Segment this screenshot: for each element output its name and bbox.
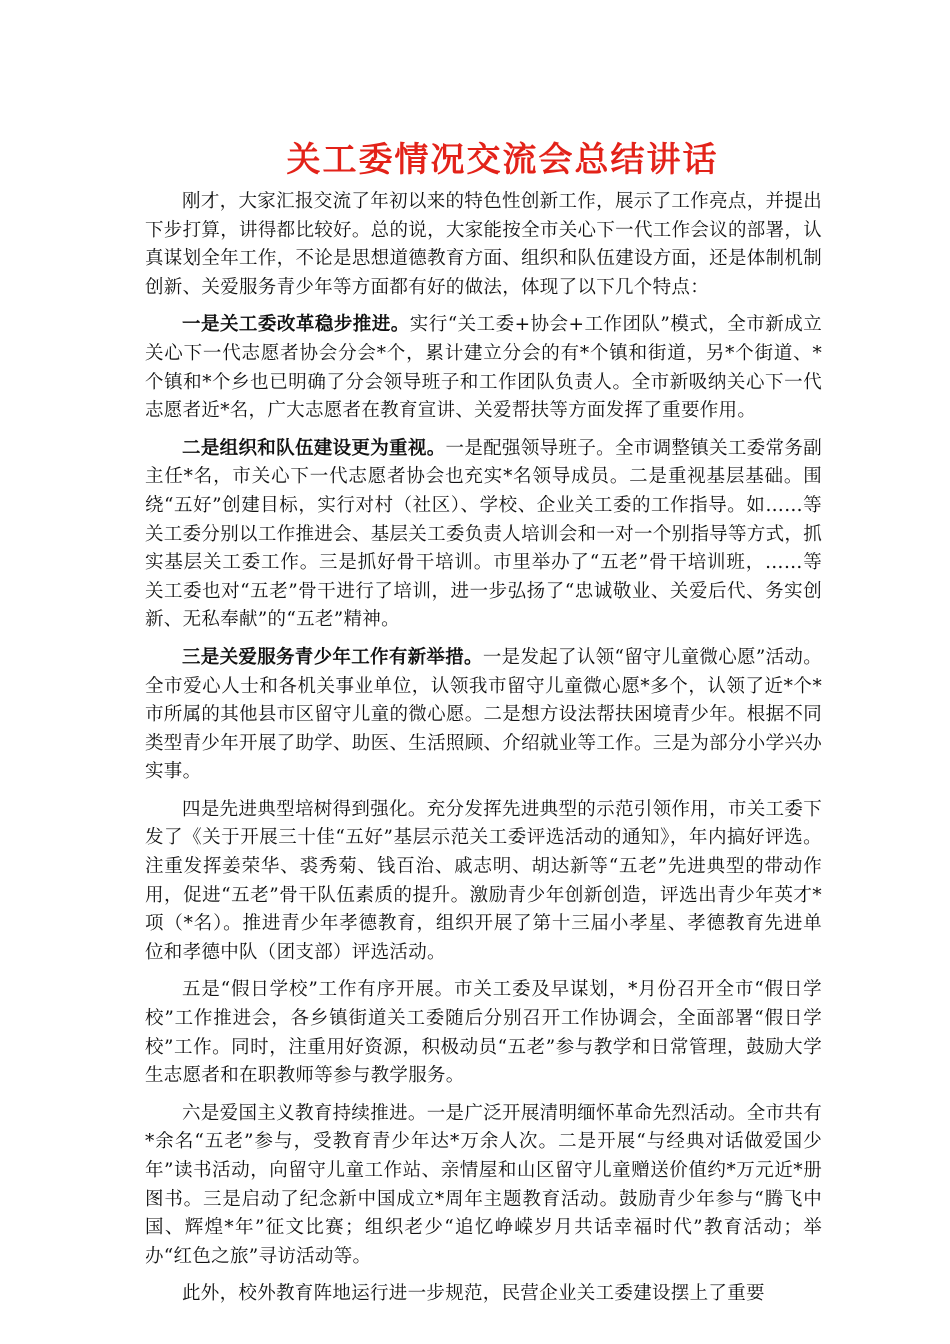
paragraph-lead: 二是组织和队伍建设更为重视。	[182, 437, 446, 459]
paragraph-patriotism	[145, 1100, 822, 1272]
paragraph-intro	[145, 188, 822, 302]
document-title: 关工委情况交流会总结讲话	[286, 140, 719, 180]
document-body	[145, 188, 822, 1318]
paragraph-youth-service	[145, 644, 822, 787]
paragraph-holiday-school	[145, 976, 822, 1090]
paragraph-text: 一是发起了认领“留守儿童微心愿”活动。全市爱心人士和各机关事业单位，认领我市留守儿童微心愿*多个，认领了近*个*市所属的其他县市区留守儿童的微心愿。二是想方设法帮扶困境青少年。根据不同类型青少年开展了助学、助医、生活照顾、介绍就业等工作。三是为部分小学兴办实事。	[145, 646, 822, 783]
paragraph-text: 实行“关工委+协会+工作团队”模式，全市新成立关心下一代志愿者协会分会*个，累计建立分会的有*个镇和街道，另*个街道、*个镇和*个乡也已明确了分会领导班子和工作团队负责人。全市新吸纳关心下一代志愿者近*名，广大志愿者在教育宣讲、关爱帮扶等方面发挥了重要作用。	[145, 314, 822, 422]
paragraph-lead: 三是关爱服务青少年工作有新举措。	[182, 646, 483, 668]
paragraph-text: 五是“假日学校”工作有序开展。市关工委及早谋划，*月份召开全市“假日学校”工作推进会，各乡镇街道关工委随后分别召开工作协调会，全面部署“假日学校”工作。同时，注重用好资源，积极动员“五老”参与教学和日常管理，鼓励大学生志愿者和在职教师等参与教学服务。	[145, 979, 822, 1087]
paragraph-text: 六是爱国主义教育持续推进。一是广泛开展清明缅怀革命先烈活动。全市共有*余名“五老”参与，受教育青少年达*万余人次。二是开展“与经典对话做爱国少年”读书活动，向留守儿童工作站、亲情屋和山区留守儿童赠送价值约*万元近*册图书。三是启动了纪念新中国成立*周年主题教育活动。鼓励青少年参与“腾飞中国、辉煌*年”征文比赛；组织老少“追忆峥嵘岁月共话幸福时代”教育活动；举办“红色之旅”寻访活动等。	[145, 1102, 822, 1267]
paragraph-text: 一是配强领导班子。全市调整镇关工委常务副主任*名，市关心下一代志愿者协会也充实*名领导成员。二是重视基层基础。围绕“五好”创建目标，实行对村（社区）、学校、企业关工委的工作指导。如……等关工委分别以工作推进会、基层关工委负责人培训会和一对一个别指导等方式，抓实基层关工委工作。三是抓好骨干培训。市里举办了“五老”骨干培训班，……等关工委也对“五老”骨干进行了培训，进一步弘扬了“忠诚敬业、关爱后代、务实创新、无私奉献”的“五老”精神。	[145, 437, 822, 631]
paragraph-lead: 一是关工委改革稳步推进。	[182, 314, 410, 336]
paragraph-text: 四是先进典型培树得到强化。充分发挥先进典型的示范引领作用，市关工委下发了《关于开展三十佳“五好”基层示范关工委评选活动的通知》，年内搞好评选。注重发挥姜荣华、裘秀菊、钱百治、戚志明、胡达新等“五老”先进典型的带动作用，促进“五老”骨干队伍素质的提升。激励青少年创新创造，评选出青少年英才*项（*名）。推进青少年孝德教育，组织开展了第十三届小孝星、孝德教育先进单位和孝德中队（团支部）评选活动。	[145, 798, 822, 963]
paragraph-organization	[145, 435, 822, 635]
paragraph-role-models	[145, 796, 822, 968]
paragraph-reform	[145, 311, 822, 425]
paragraph-text: 刚才，大家汇报交流了年初以来的特色性创新工作，展示了工作亮点，并提出下步打算，讲得都比较好。总的说，大家能按全市关心下一代工作会议的部署，认真谋划全年工作，不论是思想道德教育方面、组织和队伍建设方面，还是体制机制创新、关爱服务青少年等方面都有好的做法，体现了以下几个特点：	[145, 191, 822, 298]
paragraph-text: 此外，校外教育阵地运行进一步规范，民营企业关工委建设摆上了重要	[182, 1283, 765, 1305]
paragraph-additional	[145, 1280, 822, 1309]
